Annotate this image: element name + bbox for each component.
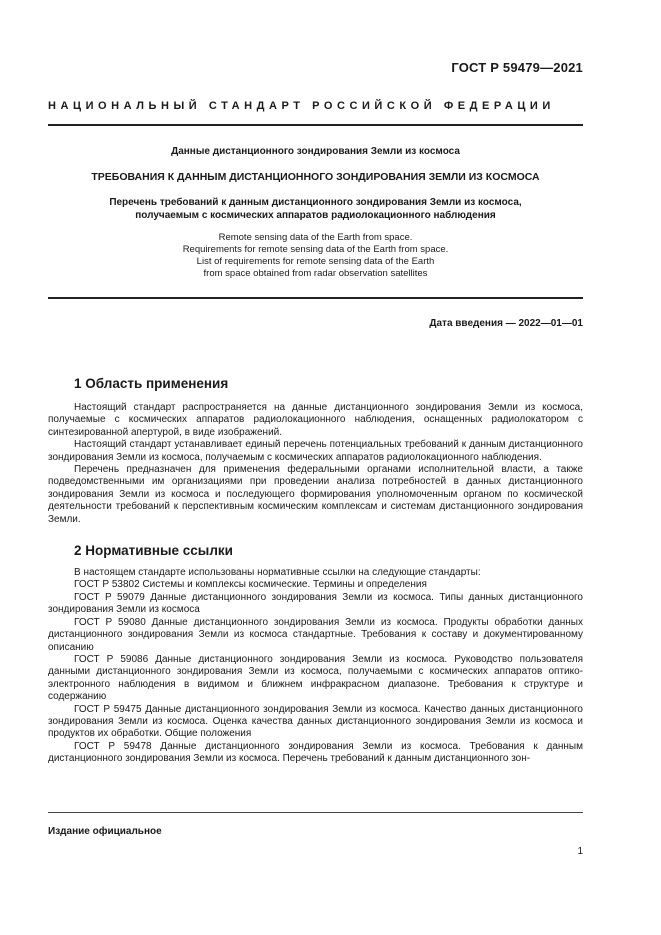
subtitle: [48, 196, 583, 222]
document-page: [48, 0, 583, 935]
page-number: 1: [577, 846, 583, 857]
reference-item: ГОСТ Р 59475 Данные дистанционного зондирования Земли из космоса. Качество данных дистанционного зондирования Земли из космоса. Оценка качества данных дистанционного зондирования Земли из космоса и продуктов их обработки. Общие положения: [48, 703, 583, 740]
paragraph: Перечень предназначен для применения федеральными органами исполнительной власти, а также подведомственными им организациями при проведении анализа потребностей в данных дистанционного зондирования Земли из космоса и последующего формирования уполномоченным органом по космической деятельности требований к перспективным космическим комплексам и системам дистанционного зондирования Земли.: [48, 464, 583, 525]
national-standard-heading: НАЦИОНАЛЬНЫЙ СТАНДАРТ РОССИЙСКОЙ ФЕДЕРАЦИИ: [48, 100, 555, 112]
paragraph: Настоящий стандарт распространяется на данные дистанционного зондирования Земли из космоса, получаемые с космических аппаратов радиолокационного наблюдения, оснащенных радиолокатором с синтезированной апертурой, в виде изображений.: [48, 402, 583, 438]
top-divider: [48, 124, 583, 126]
reference-item: ГОСТ Р 59080 Данные дистанционного зондирования Земли из космоса. Продукты обработки данных дистанционного зондирования Земли из космоса стандартные. Требования к составу и документированному описанию: [48, 616, 583, 653]
introduction-date: Дата введения — 2022—01—01: [429, 318, 583, 329]
english-title-line: Requirements for remote sensing data of the Earth from space.: [182, 244, 449, 255]
footer-divider: [48, 812, 583, 813]
reference-item: ГОСТ Р 53802 Системы и комплексы космические. Термины и определения: [74, 579, 427, 591]
subtitle-line: Перечень требований к данным дистанционного зондирования Земли из космоса,: [109, 197, 522, 208]
title-block: [48, 145, 583, 280]
document-body: [48, 375, 583, 766]
subtitle-line: получаемым с космических аппаратов радиолокационного наблюдения: [135, 210, 496, 221]
section-heading-scope: 1 Область применения: [74, 376, 229, 391]
english-title-line: from space obtained from radar observation satellites: [203, 268, 428, 279]
series-title: Данные дистанционного зондирования Земли из космоса: [171, 146, 460, 157]
section-heading-normative-references: 2 Нормативные ссылки: [74, 543, 233, 559]
standard-number: ГОСТ Р 59479—2021: [451, 60, 583, 75]
official-edition-label: Издание официальное: [48, 826, 162, 837]
main-title: ТРЕБОВАНИЯ К ДАННЫМ ДИСТАНЦИОННОГО ЗОНДИРОВАНИЯ ЗЕМЛИ ИЗ КОСМОСА: [91, 171, 540, 183]
reference-item: ГОСТ Р 59079 Данные дистанционного зондирования Земли из космоса. Типы данных дистанционного зондирования Земли из космоса: [48, 591, 583, 616]
english-title-line: Remote sensing data of the Earth from space.: [218, 232, 413, 243]
title-divider: [48, 297, 583, 299]
english-title-line: List of requirements for remote sensing data of the Earth: [196, 256, 435, 267]
english-title: [48, 232, 583, 280]
paragraph: В настоящем стандарте использованы нормативные ссылки на следующие стандарты:: [74, 567, 481, 579]
paragraph: Настоящий стандарт устанавливает единый перечень потенциальных требований к данным дистанционного зондирования Земли из космоса, получаемым с космических аппаратов радиолокационного наблюдения.: [48, 439, 583, 463]
reference-item: ГОСТ Р 59086 Данные дистанционного зондирования Земли из космоса. Руководство пользователя данными дистанционного зондирования Земли из космоса, получаемыми с космических аппаратов оптико-электронного наблюдения в видимом и ближнем инфракрасном диапазоне. Требования к структуре и содержанию: [48, 653, 583, 703]
reference-item: ГОСТ Р 59478 Данные дистанционного зондирования Земли из космоса. Требования к данным дистанционного зондирования Земли из космоса. Перечень требований к данным дистанционного зон-: [48, 740, 583, 765]
